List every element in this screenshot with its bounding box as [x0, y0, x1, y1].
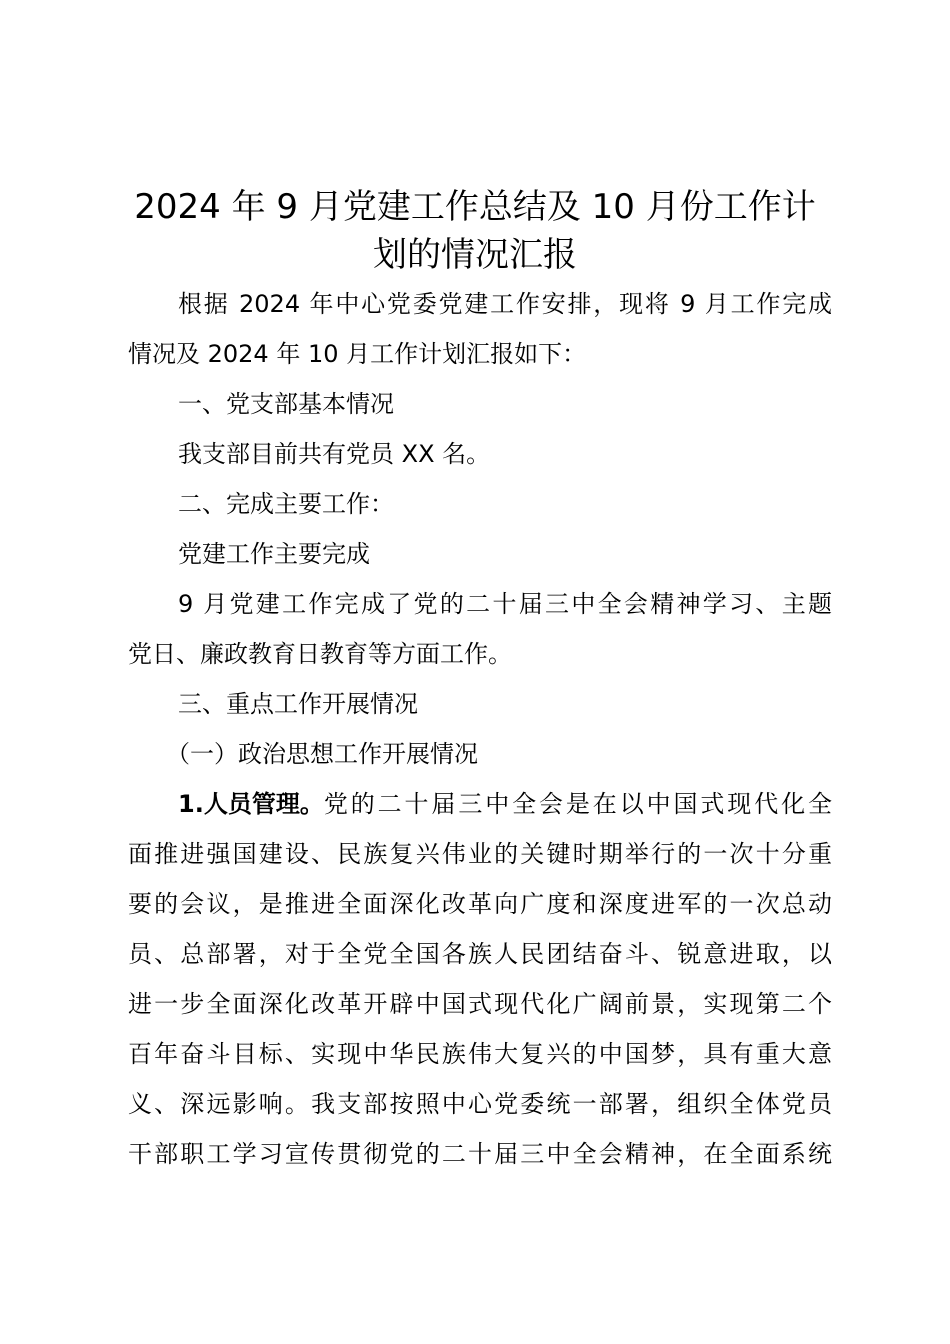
- item-1-line-5: 进一步全面深化改革开辟中国式现代化广阔前景，实现第二个: [128, 990, 832, 1018]
- section-3-subheading: （一）政治思想工作开展情况: [166, 740, 478, 768]
- section-2-heading: 二、完成主要工作：: [178, 490, 394, 518]
- item-1-label: 1.人员管理。: [178, 790, 324, 818]
- section-2-subheading: 党建工作主要完成: [178, 540, 370, 568]
- item-1-line-4: 员、总部署，对于全党全国各族人民团结奋斗、锐意进取，以: [128, 940, 832, 968]
- item-1-line-7: 义、深远影响。我支部按照中心党委统一部署，组织全体党员: [128, 1090, 832, 1118]
- document-title-line-1: 2024 年 9 月党建工作总结及 10 月份工作计: [134, 187, 816, 227]
- item-1-line-8: 干部职工学习宣传贯彻党的二十届三中全会精神，在全面系统: [128, 1140, 832, 1168]
- item-1-line-6: 百年奋斗目标、实现中华民族伟大复兴的中国梦，具有重大意: [128, 1040, 832, 1068]
- section-1-text: 我支部目前共有党员 XX 名。: [178, 440, 491, 468]
- item-1-line-2: 面推进强国建设、民族复兴伟业的关键时期举行的一次十分重: [128, 840, 832, 868]
- section-2-line-2: 党日、廉政教育日教育等方面工作。: [128, 640, 512, 668]
- section-2-line-1: 9 月党建工作完成了党的二十届三中全会精神学习、主题: [178, 590, 832, 618]
- section-3-heading: 三、重点工作开展情况: [178, 690, 418, 718]
- intro-line-1: 根据 2024 年中心党委党建工作安排，现将 9 月工作完成: [178, 290, 832, 318]
- item-1-line-3: 要的会议，是推进全面深化改革向广度和深度进军的一次总动: [128, 890, 832, 918]
- document-title-line-2: 划的情况汇报: [373, 235, 577, 275]
- section-1-heading: 一、党支部基本情况: [178, 390, 394, 418]
- item-1-first-line: [178, 787, 832, 821]
- item-1-first-line-text: 党的二十届三中全会是在以中国式现代化全: [323, 790, 832, 818]
- intro-line-2: 情况及 2024 年 10 月工作计划汇报如下：: [128, 340, 587, 368]
